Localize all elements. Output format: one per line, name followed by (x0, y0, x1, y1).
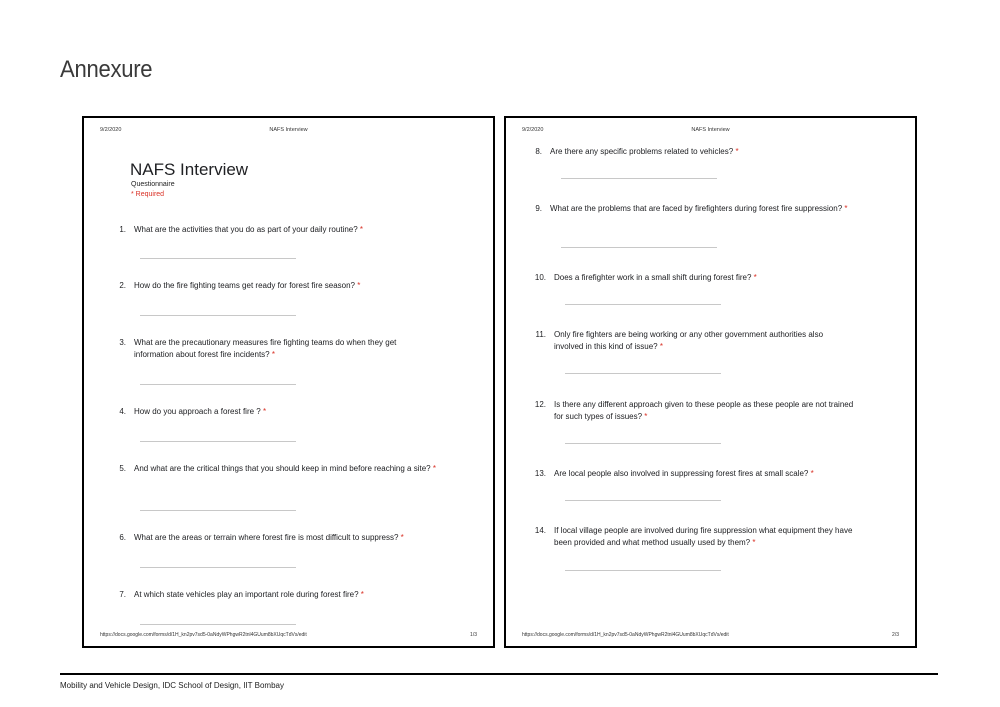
question-number: 1. (119, 225, 126, 234)
form-page-1 (82, 116, 495, 648)
question-text: Are local people also involved in suppressing forest fires at small scale? (554, 469, 809, 478)
question-number: 13. (534, 469, 546, 478)
print-date: 9/2/2020 (522, 127, 544, 133)
answer-field-5[interactable] (140, 510, 296, 511)
page-number: 1/3 (470, 632, 477, 638)
question-number: 8. (535, 147, 542, 156)
required-star: * (432, 464, 436, 473)
required-star: * (752, 538, 756, 547)
question-text: What are the areas or terrain where forest fire is most difficult to suppress? (134, 533, 399, 542)
question-text: And what are the critical things that you should keep in mind before reaching a site? (134, 464, 431, 473)
page-number: 2/3 (892, 632, 899, 638)
question-text: Does a firefighter work in a small shift during forest fire? (554, 273, 752, 282)
answer-field-12[interactable] (565, 443, 721, 444)
print-url: https://docs.google.com/forms/d/1H_kn2pv7sd5-0aNdyWPhgwR2tnl4GUum8bXUqcTdVs/edit (100, 632, 307, 638)
question-number: 9. (535, 204, 542, 213)
question-text: What are the activities that you do as part of your daily routine? (134, 225, 358, 234)
question-text: What are the problems that are faced by firefighters during forest fire suppression? (550, 204, 843, 213)
question-text: If local village people are involved during fire suppression what equipment they have been provided and what method usually used by them? (554, 526, 853, 547)
footer-divider (60, 673, 938, 675)
required-star: * (810, 469, 814, 478)
form-title: NAFS Interview (130, 160, 249, 179)
required-star: * (753, 273, 757, 282)
question-text: How do the fire fighting teams get ready for forest fire season? (134, 281, 356, 290)
question-text: What are the precautionary measures fire fighting teams do when they get information about forest fire incidents? (134, 338, 397, 359)
required-star: * (360, 590, 364, 599)
required-star: * (262, 407, 267, 416)
answer-field-2[interactable] (140, 315, 296, 316)
answer-field-4[interactable] (140, 441, 296, 442)
print-date: 9/2/2020 (100, 127, 122, 133)
answer-field-13[interactable] (565, 500, 721, 501)
question-text: Only fire fighters are being working or any other government authorities also involved in this kind of issue? (554, 330, 824, 351)
question-number: 4. (119, 407, 126, 416)
question-text: At which state vehicles play an important role during forest fire? (134, 590, 359, 599)
required-star: * (400, 533, 404, 542)
question-number: 7. (119, 590, 126, 599)
question-number: 10. (534, 273, 546, 282)
answer-field-6[interactable] (140, 567, 296, 568)
answer-field-11[interactable] (565, 373, 721, 374)
form-page-2 (504, 116, 917, 648)
answer-field-9[interactable] (561, 247, 717, 248)
required-star: * (844, 204, 848, 213)
question-number: 14. (534, 526, 546, 535)
question-text: Are there any specific problems related to vehicles? (550, 147, 734, 156)
required-star: * (644, 412, 648, 421)
question-number: 3. (119, 338, 126, 347)
required-note: * Required (131, 191, 165, 198)
answer-field-1[interactable] (140, 258, 296, 259)
print-url: https://docs.google.com/forms/d/1H_kn2pv7sd5-0aNdyWPhgwR2tnl4GUum8bXUqcTdVs/edit (522, 632, 729, 638)
question-number: 11. (535, 330, 546, 339)
required-star: * (735, 147, 739, 156)
answer-field-7[interactable] (140, 624, 296, 625)
print-header-title: NAFS Interview (691, 127, 730, 133)
page-heading: Annexure (60, 56, 153, 83)
required-star: * (659, 342, 663, 351)
question-text: Is there any different approach given to these people as these people are not trained for such types of issues? (554, 400, 854, 421)
required-star: * (357, 281, 361, 290)
question-number: 2. (119, 281, 126, 290)
question-number: 5. (119, 464, 126, 473)
answer-field-3[interactable] (140, 384, 296, 385)
print-header-title: NAFS Interview (269, 127, 308, 133)
question-text: How do you approach a forest fire ? (134, 407, 261, 416)
answer-field-8[interactable] (561, 178, 717, 179)
required-star: * (359, 225, 364, 234)
answer-field-10[interactable] (565, 304, 721, 305)
form-description: Questionnaire (131, 181, 175, 188)
question-number: 6. (119, 533, 126, 542)
required-star: * (271, 350, 275, 359)
footer-text: Mobility and Vehicle Design, IDC School of Design, IIT Bombay (60, 681, 284, 690)
question-number: 12. (534, 400, 546, 409)
answer-field-14[interactable] (565, 570, 721, 571)
